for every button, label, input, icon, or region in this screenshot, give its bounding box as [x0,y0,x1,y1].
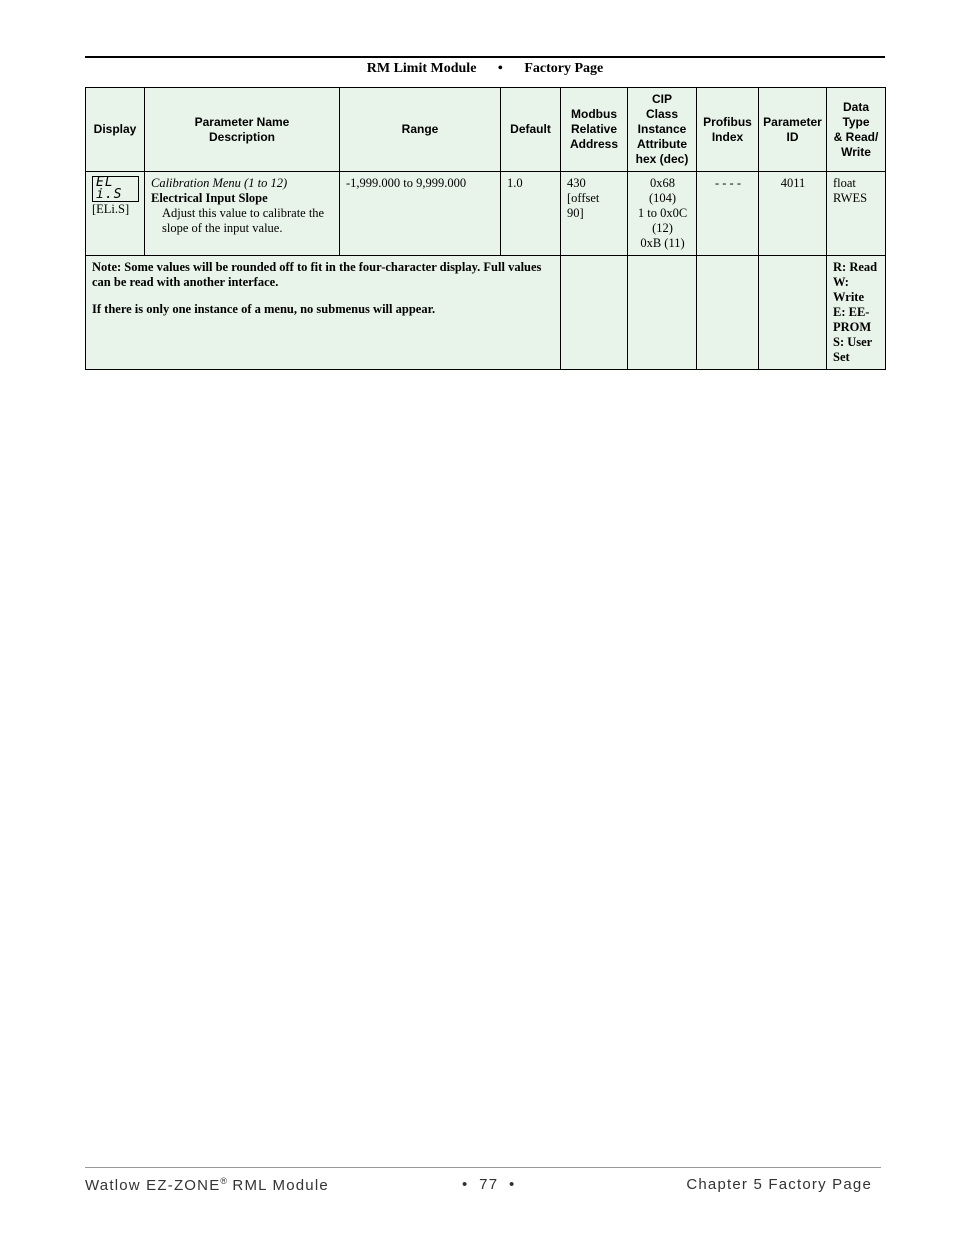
legend-read: R: Read [833,260,878,274]
cell-description [145,172,340,256]
column-header-default [501,88,561,172]
footer-product-suffix: RML Module [227,1177,329,1194]
cell-cip [628,172,697,256]
column-header-text: Parameter ID [763,114,822,144]
column-header-text: Profibus Index [703,114,752,144]
column-header-range [340,88,501,172]
parameter-description: Adjust this value to calibrate the slope of the input value. [162,206,325,235]
data-type-line: float [833,176,856,190]
page-number: • 77 • [462,1176,516,1193]
footer-chapter: Chapter 5 Factory Page [686,1176,872,1193]
column-header-text: Parameter Name Description [194,114,290,144]
empty-cell [628,256,697,370]
column-header-modbus [561,88,628,172]
modbus-line: [offset [567,191,600,205]
empty-cell [561,256,628,370]
column-header-profibus [697,88,759,172]
legend-cell [827,256,886,370]
column-header-text: Display [93,122,137,136]
footer-product-name: Watlow EZ-ZONE [85,1177,221,1194]
note-submenus: If there is only one instance of a menu, no submenus will appear. [92,302,436,316]
column-header-display [86,88,145,172]
header-separator: • [497,61,503,76]
cip-line: 1 to 0x0C [637,206,688,220]
lcd-display-glyph: EL i.S [92,176,139,202]
empty-cell [697,256,759,370]
column-header-parameter-name [145,88,340,172]
menu-name: Calibration Menu (1 to 12) [151,176,288,190]
footer-product [85,1176,329,1194]
column-header-cip [628,88,697,172]
note-cell [86,256,561,370]
cell-default: 1.0 [501,172,561,256]
display-code: [ELi.S] [92,202,130,216]
column-header-text: Range [401,122,439,136]
header-page-title: Factory Page [524,61,604,76]
table-header-row [86,88,886,172]
cip-line: 0x68 [650,176,675,190]
page-header [85,60,885,78]
column-header-data-type [827,88,886,172]
column-header-text: CIP Class Instance Attribute hex (dec) [635,92,689,166]
note-rounding: Note: Some values will be rounded off to fit in the four-character display. Full values can be read with another interface. [92,260,542,289]
footer-rule [85,1167,881,1168]
cell-data-type [827,172,886,256]
legend-user-set: S: User Set [833,335,873,364]
column-header-text: Data Type & Read/ Write [833,99,879,159]
column-header-text: Default [510,122,551,136]
legend-eeprom: E: EE-PROM [833,305,872,334]
cell-modbus [561,172,628,256]
parameter-name: Electrical Input Slope [151,191,268,205]
top-rule [85,56,885,58]
cip-line: (104) [648,191,677,205]
cell-profibus: - - - - [697,172,759,256]
column-header-text: Modbus Relative Address [569,107,619,151]
empty-cell [759,256,827,370]
cell-range: -1,999.000 to 9,999.000 [340,172,501,256]
cip-line: (12) [652,221,673,235]
modbus-line: 430 [567,176,586,190]
cip-line: 0xB (11) [640,236,685,250]
data-type-line: RWES [833,191,868,205]
registered-mark: ® [220,1176,228,1186]
modbus-line: 90] [567,206,584,220]
table-row [86,172,886,256]
note-row [86,256,886,370]
column-header-parameter-id [759,88,827,172]
cell-display [86,172,145,256]
cell-parameter-id: 4011 [759,172,827,256]
header-module-title: RM Limit Module [366,61,477,76]
parameter-table [85,87,886,370]
legend-write: W: Write [833,275,865,304]
